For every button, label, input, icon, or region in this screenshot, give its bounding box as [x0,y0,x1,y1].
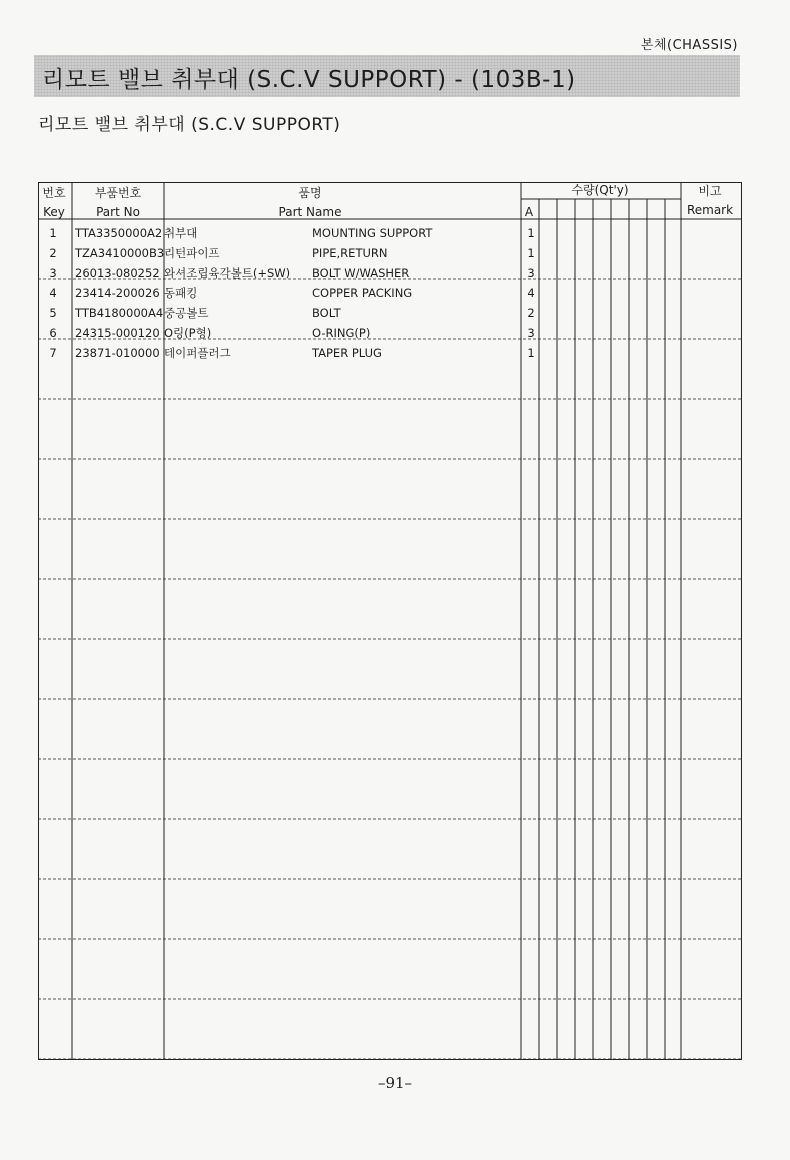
row-name-ko: 리턴파이프 [164,246,220,260]
row-part-no: 24315-000120 [75,326,160,340]
row-name-ko: 중공볼트 [164,306,209,320]
row-key: 5 [49,306,57,320]
row-qty: 4 [527,286,535,300]
row-qty: 1 [527,246,535,260]
row-key: 2 [49,246,57,260]
row-part-no: 26013-080252 [75,266,160,280]
row-name-ko: 동패킹 [164,286,198,300]
row-key: 6 [49,326,57,340]
row-part-no: TTA3350000A2 [75,226,163,240]
row-name-en: TAPER PLUG [312,346,382,360]
header-qty-col-a: A [524,205,534,219]
row-qty: 1 [527,226,535,240]
row-key: 3 [49,266,57,280]
row-qty: 2 [527,306,535,320]
header-qty: 수량(Qt'y) [571,183,629,197]
row-name-en: BOLT W/WASHER [312,266,410,280]
banner-title: 리모트 밸브 취부대 (S.C.V SUPPORT) - (103B-1) [42,67,576,93]
row-name-ko: 테이퍼플러그 [164,346,231,360]
row-key: 4 [49,286,57,300]
row-name-ko: O링(P형) [164,326,212,340]
row-key: 1 [49,226,57,240]
section-label: 본체(CHASSIS) [640,38,738,53]
row-name-en: COPPER PACKING [312,286,413,300]
header-part-name-ko: 품명 [298,186,322,200]
parts-table [38,182,742,1060]
row-name-en: BOLT [312,306,341,320]
row-qty: 1 [527,346,535,360]
header-part-no-ko: 부품번호 [94,186,142,200]
row-part-no: 23414-200026 [75,286,160,300]
page-subtitle: 리모트 밸브 취부대 (S.C.V SUPPORT) [38,115,341,135]
header-key-en: Key [43,205,65,219]
header-remark-ko: 비고 [698,184,722,198]
row-qty: 3 [527,266,535,280]
page-number: –91– [377,1074,413,1092]
row-name-en: PIPE,RETURN [312,246,388,260]
row-part-no: TTB4180000A4 [75,306,164,320]
header-remark-en: Remark [686,203,734,217]
row-name-ko: 와셔조립육각볼트(+SW) [164,266,291,280]
row-part-no: TZA3410000B3 [75,246,165,260]
row-key: 7 [49,346,57,360]
row-name-en: MOUNTING SUPPORT [312,226,433,240]
row-name-en: O-RING(P) [312,326,371,340]
header-key-ko: 번호 [42,186,66,200]
title-banner [34,55,740,97]
row-name-ko: 취부대 [164,226,198,240]
row-qty: 3 [527,326,535,340]
header-part-name-en: Part Name [278,205,342,219]
row-part-no: 23871-010000 [75,346,160,360]
header-part-no-en: Part No [96,205,140,219]
